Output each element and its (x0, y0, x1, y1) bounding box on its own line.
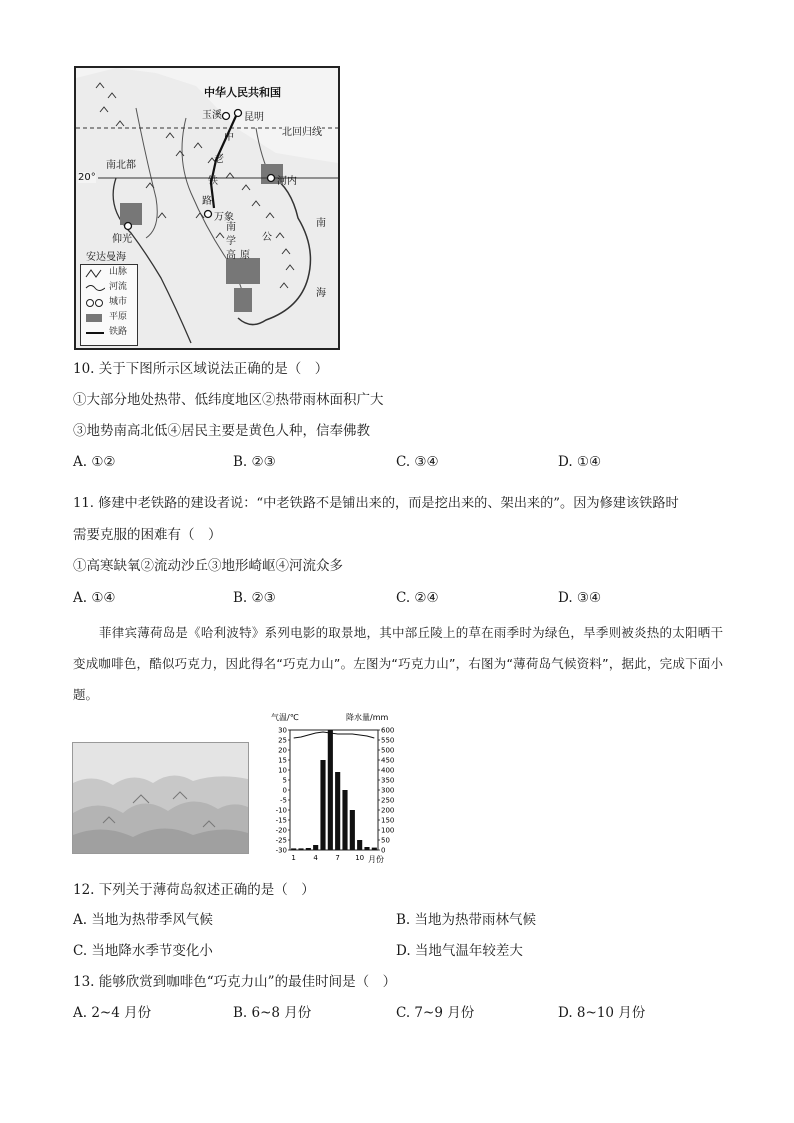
q11-option-b[interactable]: B. ②③ (233, 590, 276, 606)
city-kunming: 昆明 (244, 112, 264, 123)
q10-option-d[interactable]: D. ①④ (558, 454, 602, 470)
legend-river: 河流 (81, 280, 137, 295)
legend-plain: 平原 (81, 310, 137, 325)
legend-city: 城市 (81, 295, 137, 310)
left-tick-label: 0 (282, 786, 287, 795)
precipitation-bar-1 (291, 848, 296, 850)
left-tick-label: -25 (275, 836, 287, 845)
q11-stem-line1: 11. 修建中老铁路的建设者说：“中老铁路不是铺出来的，而是挖出来的、架出来的”。因为修建该铁路时 (73, 496, 679, 511)
q10-stem: 10. 关于下图所示区域说法正确的是（ ） (73, 361, 329, 377)
left-tick-label: 5 (282, 776, 287, 785)
plain-mekong-delta (234, 288, 252, 312)
x-tick-label-10: 10 (355, 854, 365, 862)
precipitation-bar-9 (350, 810, 355, 850)
precipitation-bar-8 (342, 790, 347, 850)
sea-char-1: 南 (316, 218, 326, 229)
map-legend (80, 264, 138, 346)
rail-char-1: 中 (224, 132, 234, 143)
right-tick-label: 100 (381, 826, 395, 835)
left-tick-label: 15 (278, 756, 287, 765)
q11-option-c[interactable]: C. ②④ (396, 590, 439, 606)
misc-char-5: 公 (262, 232, 272, 243)
reading-passage: 菲律宾薄荷岛是《哈利波特》系列电影的取景地，其中部丘陵上的草在雨季时为绿色，旱季则被炎热的太阳晒干变成咖啡色，酷似巧克力，因此得名“巧克力山”。左图为“巧克力山”，右图为“薄荷岛气候资料”，据此，完成下面小题。 (73, 625, 723, 702)
left-tick-label: -10 (275, 806, 287, 815)
x-tick-label-4: 4 (313, 854, 318, 862)
q13-option-a[interactable]: A. 2~4 月份 (73, 1005, 152, 1021)
q12-option-b[interactable]: B. 当地为热带雨林气候 (396, 912, 537, 928)
chart-x-axis-label: 月份 (368, 855, 384, 864)
chart-left-axis-label: 气温/℃ (271, 713, 299, 722)
q11-statements: ①高寒缺氧②流动沙丘③地形崎岖④河流众多 (73, 558, 343, 574)
right-tick-label: 500 (381, 746, 395, 755)
q12-stem: 12. 下列关于薄荷岛叙述正确的是（ ） (73, 882, 315, 898)
rail-char-4: 路 (202, 196, 212, 207)
precipitation-bar-10 (357, 840, 362, 850)
city-yuxi: 玉溪 (202, 110, 222, 121)
q11-stem-line2: 需要克服的困难有（ ） (73, 527, 222, 543)
tropic-label: 北回归线 (282, 123, 322, 138)
rail-char-3: 铁 (208, 176, 218, 187)
misc-char-3: 高 (226, 250, 236, 261)
andaman-sea-label: 安达曼海 (86, 252, 126, 263)
climate-chart (268, 710, 408, 870)
q10-option-b[interactable]: B. ②③ (233, 454, 276, 470)
right-tick-label: 0 (381, 846, 386, 855)
rail-char-2: 老 (214, 154, 224, 165)
legend-mountain: 山脉 (81, 265, 137, 280)
city-yangon: 仰光 (112, 234, 132, 245)
left-tick-label: 30 (278, 726, 287, 735)
city-hanoi: 河内 (277, 176, 297, 187)
right-tick-label: 400 (381, 766, 395, 775)
left-tick-label: -5 (280, 796, 287, 805)
right-tick-label: 50 (381, 836, 390, 845)
city-vientiane: 万象 (214, 212, 234, 223)
left-tick-label: 25 (278, 736, 287, 745)
chocolate-hills-drawing (73, 743, 248, 853)
q10-option-a[interactable]: A. ①② (73, 454, 116, 470)
x-tick-label-1: 1 (291, 854, 296, 862)
precipitation-bar-5 (320, 760, 325, 850)
left-tick-label: 10 (278, 766, 287, 775)
q12-option-d[interactable]: D. 当地气温年较差大 (396, 943, 523, 959)
lat-20-label: 20° (78, 172, 96, 183)
right-tick-label: 200 (381, 806, 395, 815)
right-tick-label: 450 (381, 756, 395, 765)
plain-mekong (226, 258, 260, 284)
x-tick-label-7: 7 (335, 854, 340, 862)
right-tick-label: 300 (381, 786, 395, 795)
chart-right-axis-label: 降水量/mm (346, 713, 389, 722)
q12-option-c[interactable]: C. 当地降水季节变化小 (73, 943, 213, 959)
q10-statement-1: ①大部分地处热带、低纬度地区②热带雨林面积广大 (73, 392, 384, 408)
q13-option-b[interactable]: B. 6~8 月份 (233, 1005, 312, 1021)
right-tick-label: 150 (381, 816, 395, 825)
q11-option-a[interactable]: A. ①④ (73, 590, 116, 606)
chart-plot-frame (290, 730, 378, 850)
vientiane-note: 南北都 (106, 160, 136, 171)
precipitation-bar-6 (328, 730, 333, 850)
temperature-line (294, 732, 375, 738)
q10-statement-2: ③地势南高北低④居民主要是黄色人种，信奉佛教 (73, 423, 370, 439)
southeast-asia-map (74, 66, 340, 350)
misc-char-2: 学 (226, 236, 236, 247)
right-tick-label: 600 (381, 726, 395, 735)
q13-stem: 13. 能够欣赏到咖啡色“巧克力山”的最佳时间是（ ） (73, 974, 397, 990)
q11-option-d[interactable]: D. ③④ (558, 590, 602, 606)
right-tick-label: 350 (381, 776, 395, 785)
right-tick-label: 250 (381, 796, 395, 805)
left-tick-label: -20 (275, 826, 287, 835)
q13-option-d[interactable]: D. 8~10 月份 (558, 1005, 646, 1021)
misc-char-4: 原 (240, 250, 250, 261)
left-tick-label: -30 (275, 846, 287, 855)
plain-irrawaddy (120, 203, 142, 225)
precipitation-bar-3 (306, 848, 311, 850)
precipitation-bar-2 (298, 848, 303, 850)
q10-option-c[interactable]: C. ③④ (396, 454, 439, 470)
sea-char-2: 海 (316, 288, 326, 299)
left-tick-label: 20 (278, 746, 287, 755)
misc-char-1: 南 (226, 222, 236, 233)
precipitation-bar-7 (335, 772, 340, 850)
precipitation-bar-11 (364, 847, 369, 850)
precipitation-bar-4 (313, 845, 318, 850)
map-country-label: 中华人民共和国 (204, 86, 281, 99)
right-tick-label: 550 (381, 736, 395, 745)
q12-option-a[interactable]: A. 当地为热带季风气候 (73, 912, 213, 928)
q13-option-c[interactable]: C. 7~9 月份 (396, 1005, 475, 1021)
precipitation-bar-12 (372, 848, 377, 850)
legend-railway: 铁路 (109, 327, 128, 337)
chocolate-hills-photo (72, 742, 249, 854)
left-tick-label: -15 (275, 816, 287, 825)
